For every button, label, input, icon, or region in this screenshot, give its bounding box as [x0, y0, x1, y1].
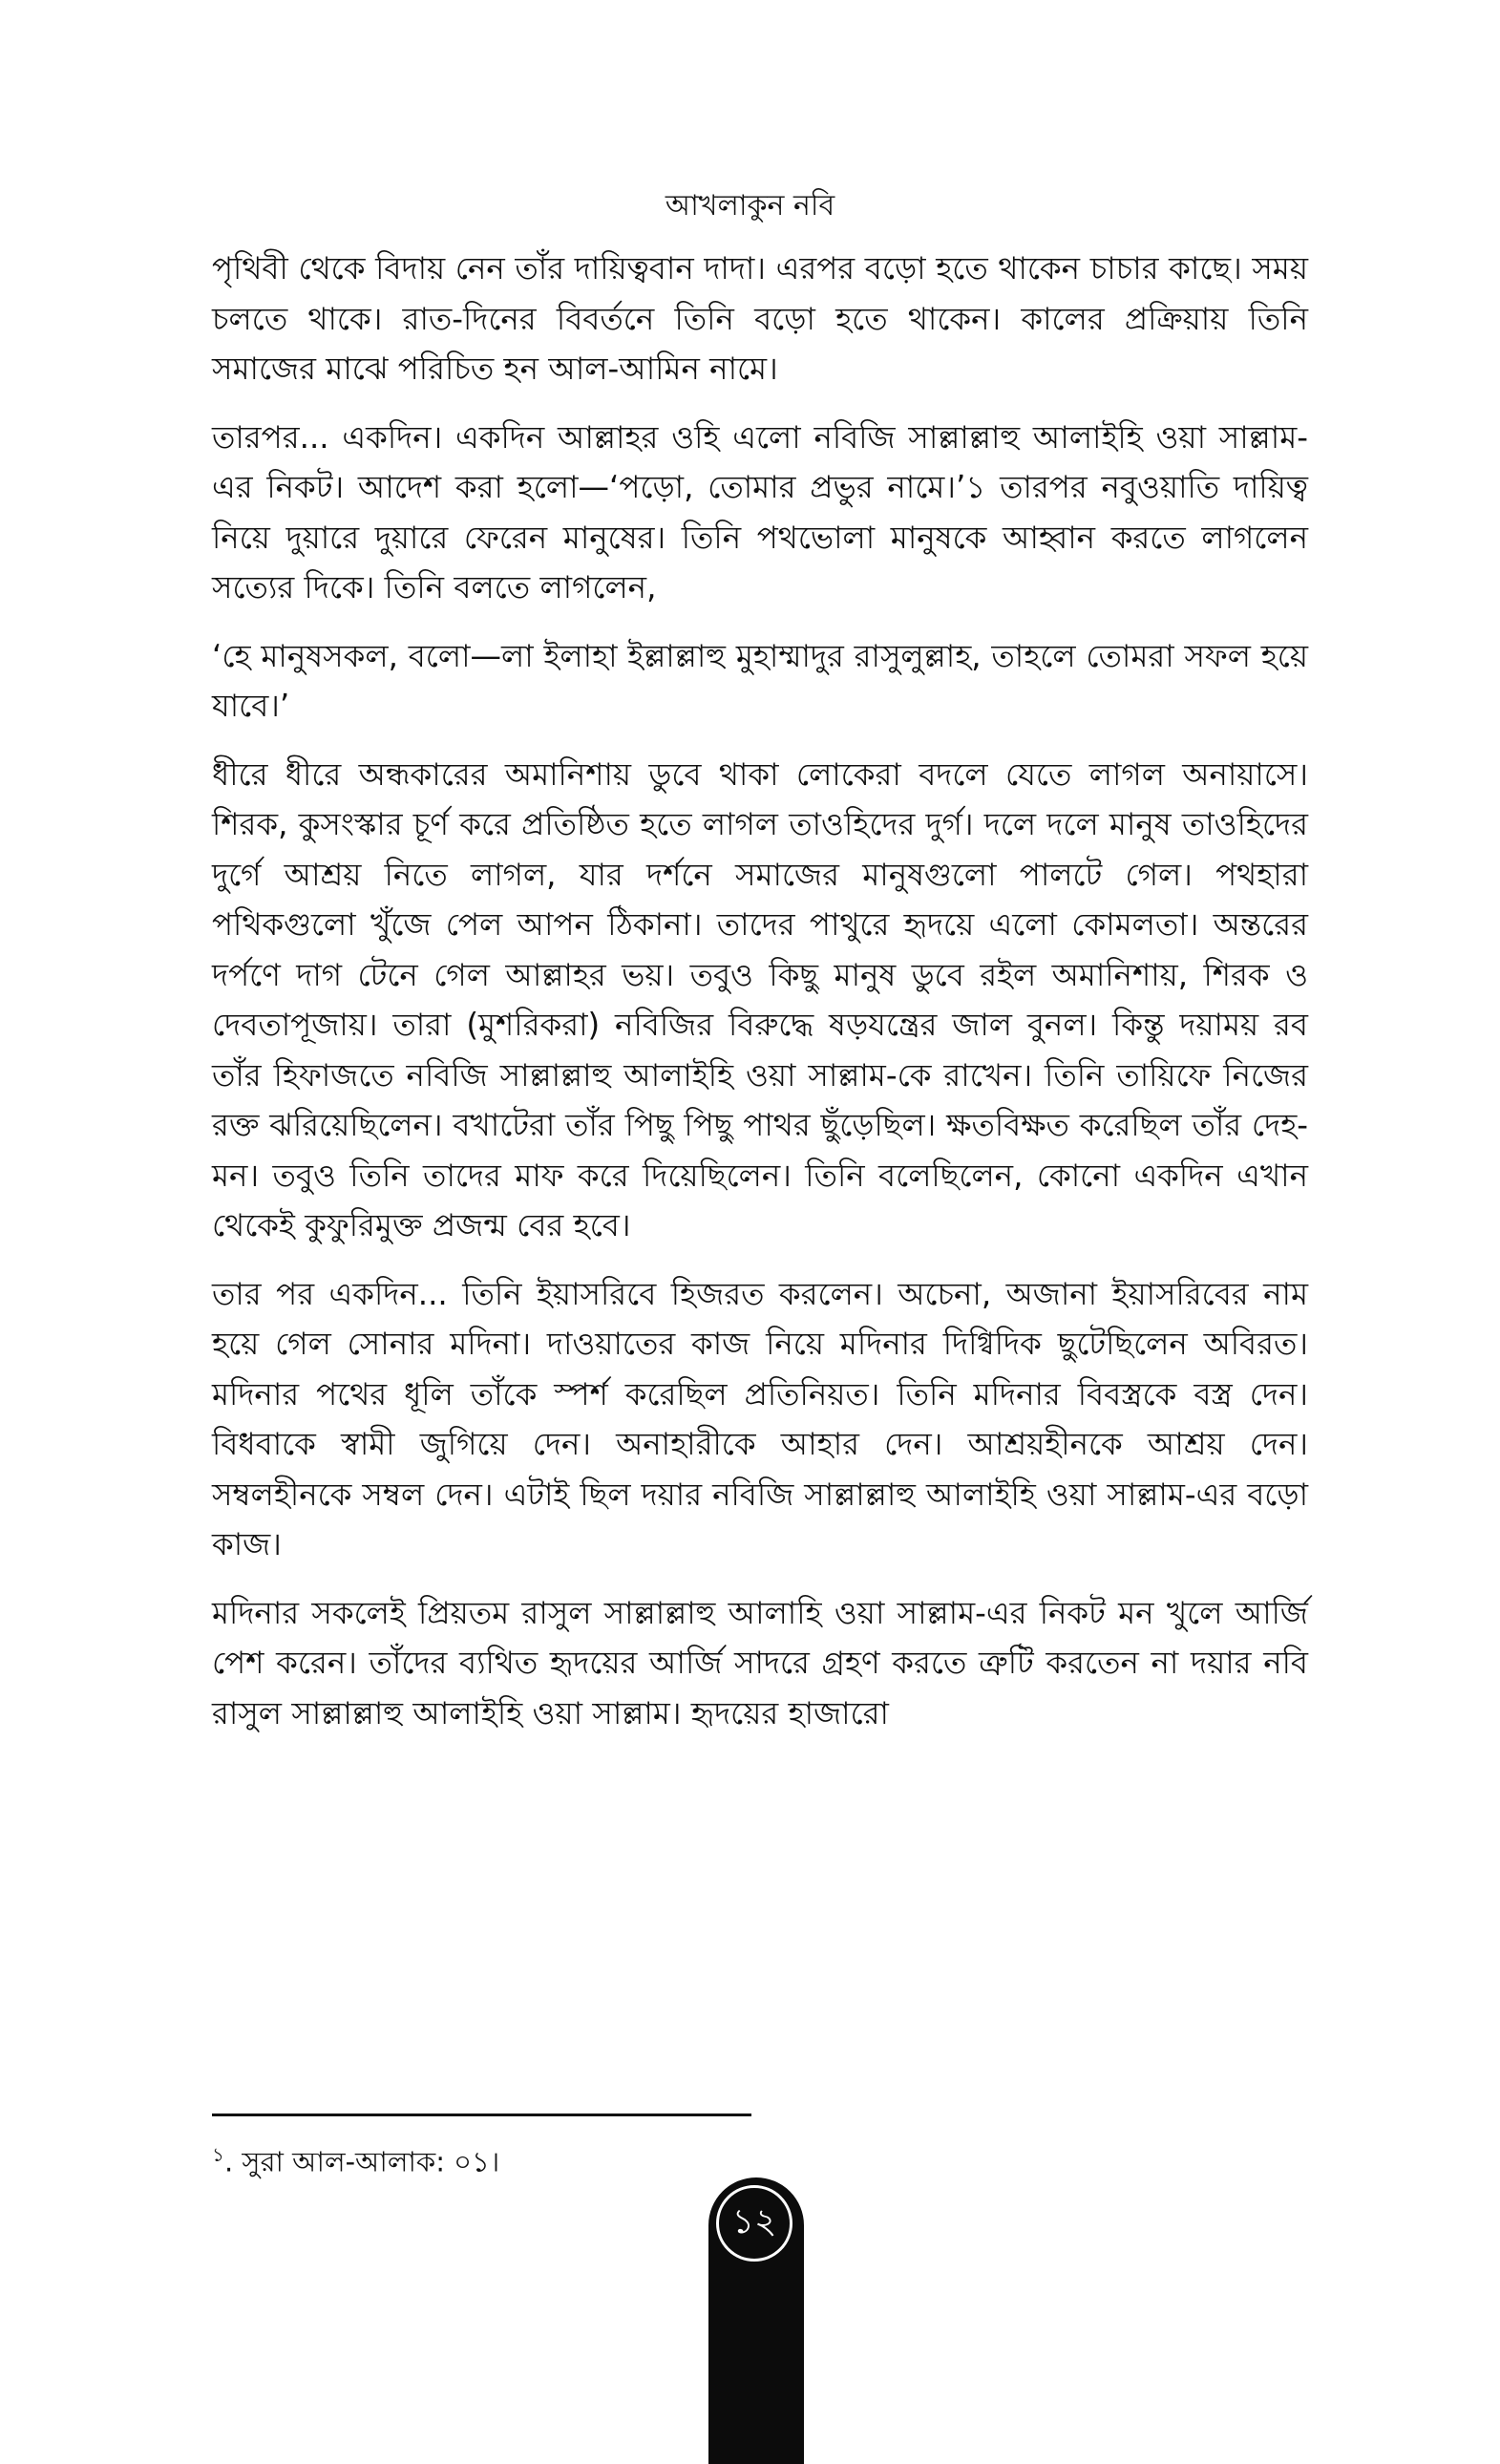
paragraph: তার পর একদিন... তিনি ইয়াসরিবে হিজরত করলেন। অচেনা, অজানা ইয়াসরিবের নাম হয়ে গেল সোনার মদিনা। দাওয়াতের কাজ নিয়ে মদিনার দিগ্বিদিক ছুটেছিলেন অবিরত। মদিনার পথের ধূলি তাঁকে স্পর্শ করেছিল প্রতিনিয়ত। তিনি মদিনার বিবস্ত্রকে বস্ত্র দেন। বিধবাকে স্বামী জুগিয়ে দেন। অনাহারীকে আহার দেন। আশ্রয়হীনকে আশ্রয় দেন। সম্বলহীনকে সম্বল দেন। এটাই ছিল দয়ার নবিজি সাল্লাল্লাহু আলাইহি ওয়া সাল্লাম-এর বড়ো কাজ। — [212, 1275, 1308, 1562]
running-header: আখলাকুন নবি — [665, 189, 835, 223]
footnote-divider — [212, 2114, 751, 2116]
footnote-marker: ১ — [212, 2143, 224, 2166]
page-number: ১২ — [716, 2185, 792, 2262]
footnote — [212, 2135, 499, 2181]
page-number-tab — [708, 2177, 804, 2464]
footnote-text: . সুরা আল-আলাক: ০১। — [223, 2145, 500, 2178]
paragraph: ধীরে ধীরে অন্ধকারের অমানিশায় ডুবে থাকা লোকেরা বদলে যেতে লাগল অনায়াসে। শিরক, কুসংস্কার চূর্ণ করে প্রতিষ্ঠিত হতে লাগল তাওহিদের দুর্গ। দলে দলে মানুষ তাওহিদের দুর্গে আশ্রয় নিতে লাগল, যার দর্শনে সমাজের মানুষগুলো পালটে গেল। পথহারা পথিকগুলো খুঁজে পেল আপন ঠিকানা। তাদের পাথুরে হৃদয়ে এলো কোমলতা। অন্তরের দর্পণে দাগ টেনে গেল আল্লাহর ভয়। তবুও কিছু মানুষ ডুবে রইল অমানিশায়, শিরক ও দেবতাপূজায়। তারা (মুশরিকরা) নবিজির বিরুদ্ধে ষড়যন্ত্রের জাল বুনল। কিন্তু দয়াময় রব তাঁর হিফাজতে নবিজি সাল্লাল্লাহু আলাইহি ওয়া সাল্লাম-কে রাখেন। তিনি তায়িফে নিজের রক্ত ঝরিয়েছিলেন। বখাটেরা তাঁর পিছু পিছু পাথর ছুঁড়েছিল। ক্ষতবিক্ষত করেছিল তাঁর দেহ-মন। তবুও তিনি তাদের মাফ করে দিয়েছিলেন। তিনি বলেছিলেন, কোনো একদিন এখান থেকেই কুফুরিমুক্ত প্রজন্ম বের হবে। — [212, 755, 1308, 1243]
paragraph: ‘হে মানুষসকল, বলো—লা ইলাহা ইল্লাল্লাহু মুহাম্মাদুর রাসুলুল্লাহ, তাহলে তোমরা সফল হয়ে যাবে।’ — [212, 637, 1308, 724]
paragraph: পৃথিবী থেকে বিদায় নেন তাঁর দায়িত্ববান দাদা। এরপর বড়ো হতে থাকেন চাচার কাছে। সময় চলতে থাকে। রাত-দিনের বিবর্তনে তিনি বড়ো হতে থাকেন। কালের প্রক্রিয়ায় তিনি সমাজের মাঝে পরিচিত হন আল-আমিন নামে। — [212, 250, 1308, 387]
body-text — [212, 244, 1308, 1756]
paragraph: মদিনার সকলেই প্রিয়তম রাসুল সাল্লাল্লাহু আলাহি ওয়া সাল্লাম-এর নিকট মন খুলে আর্জি পেশ করেন। তাঁদের ব্যথিত হৃদয়ের আর্জি সাদরে গ্রহণ করতে ত্রুটি করতেন না দয়ার নবি রাসুল সাল্লাল্লাহু আলাইহি ওয়া সাল্লাম। হৃদয়ের হাজারো — [212, 1594, 1308, 1731]
paragraph: তারপর... একদিন। একদিন আল্লাহর ওহি এলো নবিজি সাল্লাল্লাহু আলাইহি ওয়া সাল্লাম-এর নিকট। আদেশ করা হলো—‘পড়ো, তোমার প্রভুর নামে।’১ তারপর নবুওয়াতি দায়িত্ব নিয়ে দুয়ারে দুয়ারে ফেরেন মানুষের। তিনি পথভোলা মানুষকে আহ্বান করতে লাগলেন সত্যের দিকে। তিনি বলতে লাগলেন, — [212, 418, 1308, 605]
